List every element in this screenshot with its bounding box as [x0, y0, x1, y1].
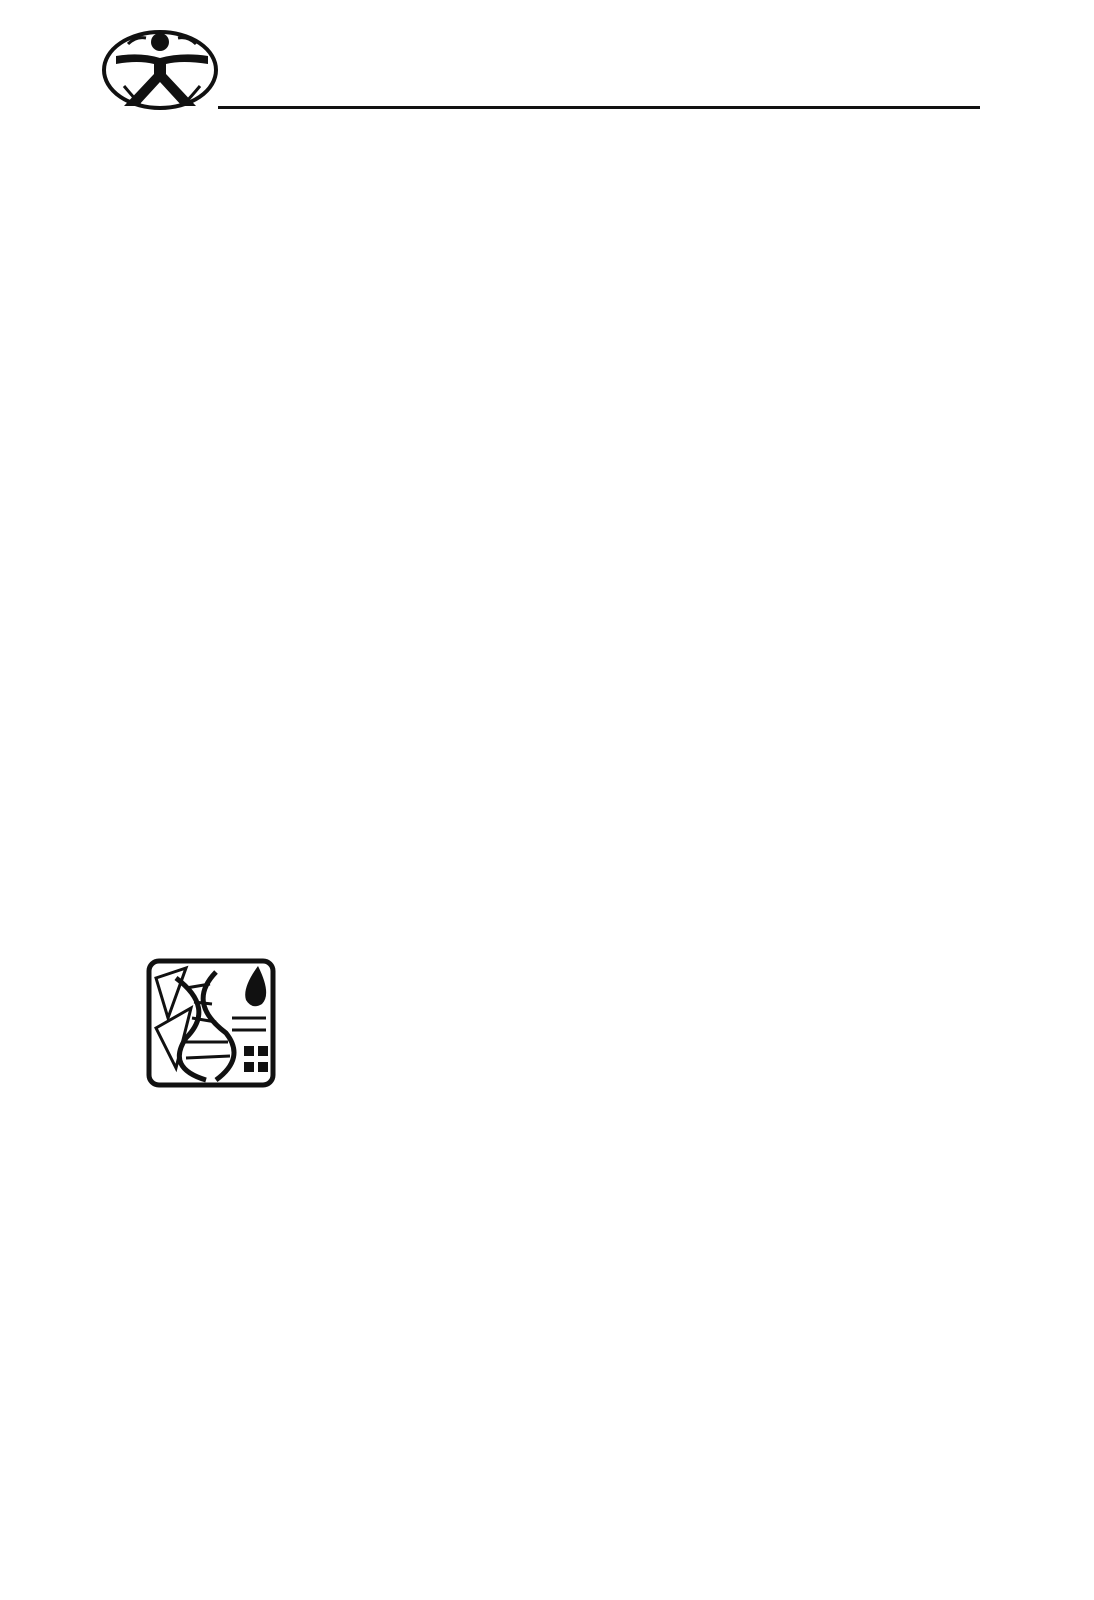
- section-heading: [146, 958, 976, 1088]
- running-figure-emblem-icon: [100, 26, 224, 110]
- header-rule: [218, 106, 980, 109]
- page-header: [100, 22, 980, 114]
- dna-helix-emblem-icon: [146, 958, 276, 1088]
